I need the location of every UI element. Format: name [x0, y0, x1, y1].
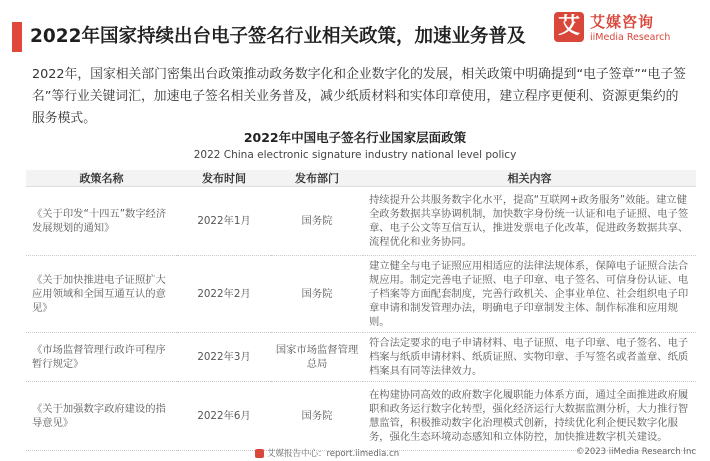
- release-date: 2022年6月: [177, 382, 271, 451]
- footer-copyright: ©2023 iiMedia Research Inc: [575, 447, 696, 457]
- report-center-icon: [255, 449, 264, 458]
- policy-name: 《关于加强数字政府建设的指导意见》: [26, 382, 177, 451]
- page-title: 2022年国家持续出台电子签名行业相关政策，加速业务普及: [30, 26, 526, 47]
- table-row: [26, 333, 696, 382]
- footer: [0, 445, 710, 461]
- iimedia-logo-icon: 艾: [554, 12, 584, 42]
- header-policy-name: 政策名称: [26, 170, 177, 187]
- logo-english-name: iiMedia Research: [590, 32, 671, 43]
- release-date: 2022年1月: [177, 187, 271, 256]
- intro-paragraph: 2022年，国家相关部门密集出台政策推动政务数字化和企业数字化的发展，相关政策中明确提到“电子签章”“电子签名”等行业关键词汇，加速电子签名相关业务普及，减少纸质材料和实体印章使用，建立程序更便利、资源更集约的服务模式。: [32, 67, 686, 126]
- header-department: 发布部门: [271, 170, 363, 187]
- footer-source: [255, 447, 399, 459]
- release-date: 2022年3月: [177, 333, 271, 382]
- department: 国务院: [271, 382, 363, 451]
- policy-table: [26, 170, 696, 451]
- footer-source-text: 艾媒报告中心：report.iimedia.cn: [267, 449, 400, 459]
- table-subtitle: 2022 China electronic signature industry national level policy: [193, 149, 517, 161]
- table-row: [26, 382, 696, 451]
- policy-name: 《关于印发“十四五”数字经济发展规划的通知》: [26, 187, 177, 256]
- policy-content: 在构建协同高效的政府数字化履职能力体系方面，通过全面推进政府履职和政务运行数字化转型，强化经济运行大数据监测分析，大力推行智慧监管，积极推动数字化治理模式创新，持续优化利企便民数字化服务，强化生态环境动态感知和立体防控，加快推进数字机关建设。: [363, 382, 696, 451]
- table-header-row: [26, 170, 696, 187]
- policy-name: 《关于加快推进电子证照扩大应用领域和全国互通互认的意见》: [26, 256, 177, 333]
- department: 国务院: [271, 256, 363, 333]
- release-date: 2022年2月: [177, 256, 271, 333]
- header-content: 相关内容: [363, 170, 696, 187]
- policy-content: 符合法定要求的电子申请材料、电子证照、电子印章、电子签名、电子档案与纸质申请材料、纸质证照、实物印章、手写签名或者盖章、纸质档案具有同等法律效力。: [363, 333, 696, 382]
- department: 国务院: [271, 187, 363, 256]
- logo-chinese-name: 艾媒咨询: [590, 13, 655, 31]
- department: 国家市场监督管理总局: [271, 333, 363, 382]
- policy-content: 建立健全与电子证照应用相适应的法律法规体系，保障电子证照合法合规应用。制定完善电子证照、电子印章、电子签名、可信身份认证、电子档案等方面配套制度，完善行政机关、企事业单位、社会组织电子印章申请和制发管理办法，明确电子印章制发主体、制作标准和应用规则。: [363, 256, 696, 333]
- table-row: [26, 256, 696, 333]
- table-row: [26, 187, 696, 256]
- title-accent-bar: [12, 22, 22, 52]
- policy-name: 《市场监督管理行政许可程序暂行规定》: [26, 333, 177, 382]
- table-title: 2022年中国电子签名行业国家层面政策: [243, 130, 467, 145]
- policy-content: 持续提升公共服务数字化水平，提高“互联网+政务服务”效能。建立健全政务数据共享协调机制，加快数字身份统一认证和电子证照、电子签章、电子公文等互信互认，推进发票电子化改革，促进政务数据共享、流程优化和业务协同。: [363, 187, 696, 256]
- header-release-date: 发布时间: [177, 170, 271, 187]
